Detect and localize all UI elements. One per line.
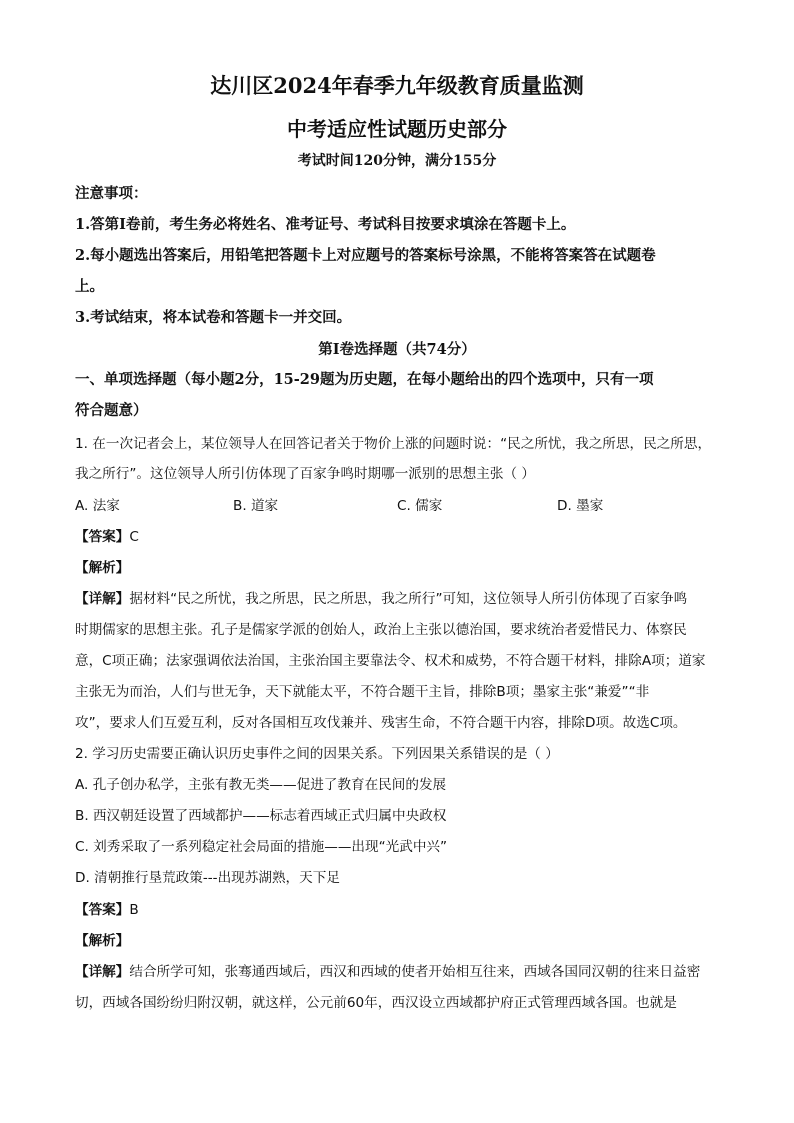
bracket-open: 【 xyxy=(75,902,89,918)
answer-line xyxy=(75,525,734,545)
question-stem: 2. 学习历史需要正确认识历史事件之间的因果关系。下列因果关系错误的是（ ） xyxy=(75,746,559,762)
bracket-close: 】 xyxy=(115,529,130,545)
option-d: D. 墨家 xyxy=(557,498,604,514)
notice-item: 1.答第Ⅰ卷前，考生务必将姓名、准考证号、考试科目按要求填涂在答题卡上。 xyxy=(75,216,576,233)
bracket-open: 【 xyxy=(75,964,89,980)
notice-heading: 注意事项： xyxy=(75,185,148,202)
bracket-open: 【 xyxy=(75,529,89,545)
bracket-open: 【 xyxy=(75,560,89,576)
bracket-close: 】 xyxy=(115,933,130,949)
section-instruction: 一、单项选择题（每小题2分，15-29题为历史题，在每小题给出的四个选项中，只有一项 xyxy=(75,371,654,388)
answer-value: B xyxy=(129,902,139,918)
detail-label: 详解 xyxy=(88,964,116,980)
bracket-close: 】 xyxy=(115,964,130,980)
detail-line xyxy=(75,960,734,980)
bracket-open: 【 xyxy=(75,591,89,607)
detail-line xyxy=(75,587,734,607)
answer-label: 答案 xyxy=(88,529,116,545)
answer-value: C xyxy=(129,529,139,545)
page-title: 达川区2024年春季九年级教育质量监测 xyxy=(210,73,584,98)
section-instruction: 符合题意） xyxy=(75,402,148,419)
option-a: A. 法家 xyxy=(75,498,120,514)
bracket-close: 】 xyxy=(115,560,130,576)
option-c: C. 刘秀采取了一系列稳定社会局面的措施——出现“光武中兴” xyxy=(75,839,448,855)
detail-text: 时期儒家的思想主张。孔子是儒家学派的创始人，政治上主张以德治国，要求统治者爱惜民力、体察民 xyxy=(75,622,687,638)
detail-text: 结合所学可知，张骞通西域后，西汉和西域的使者开始相互往来，西域各国同汉朝的往来日益密 xyxy=(129,964,701,980)
detail-label: 详解 xyxy=(88,591,116,607)
analysis-label: 解析 xyxy=(88,560,116,576)
notice-item: 2.每小题选出答案后，用铅笔把答题卡上对应题号的答案标号涂黑，不能将答案答在试题卷 xyxy=(75,247,656,264)
option-b: B. 西汉朝廷设置了西域都护——标志着西域正式归属中央政权 xyxy=(75,808,447,824)
answer-label: 答案 xyxy=(88,902,116,918)
detail-text: 意，C项正确；法家强调依法治国，主张治国主要靠法令、权术和威势，不符合题干材料，排除A项；道家 xyxy=(75,653,706,669)
question-stem: 1. 在一次记者会上，某位领导人在回答记者关于物价上涨的问题时说：“民之所忧，我之所思，民之所思， xyxy=(75,436,712,452)
option-c: C. 儒家 xyxy=(397,498,443,514)
answer-line xyxy=(75,898,734,918)
section-title: 第Ⅰ卷选择题（共74分） xyxy=(318,341,476,358)
bracket-close: 】 xyxy=(115,902,130,918)
detail-text: 主张无为而治，人们与世无争，天下就能太平，不符合题干主旨，排除B项；墨家主张“兼爱”“非 xyxy=(75,684,650,700)
bracket-open: 【 xyxy=(75,933,89,949)
detail-text: 攻”，要求人们互爱互利，反对各国相互攻伐兼并、残害生命，不符合题干内容，排除D项。故选C项。 xyxy=(75,715,687,731)
bracket-close: 】 xyxy=(115,591,130,607)
notice-item: 3.考试结束，将本试卷和答题卡一并交回。 xyxy=(75,309,352,326)
option-d: D. 清朝推行垦荒政策---出现苏湖熟，天下足 xyxy=(75,870,340,886)
page-subtitle: 中考适应性试题历史部分 xyxy=(287,117,507,141)
analysis-line xyxy=(75,556,734,576)
notice-item: 上。 xyxy=(75,278,104,295)
analysis-label: 解析 xyxy=(88,933,116,949)
option-b: B. 道家 xyxy=(233,498,279,514)
detail-text: 切，西域各国纷纷归附汉朝，就这样，公元前60年，西汉设立西域都护府正式管理西域各国。也就是 xyxy=(75,995,677,1011)
analysis-line xyxy=(75,929,734,949)
question-stem: 我之所行”。这位领导人所引仿体现了百家争鸣时期哪一派别的思想主张（ ） xyxy=(75,466,535,482)
option-a: A. 孔子创办私学，主张有教无类——促进了教育在民间的发展 xyxy=(75,777,447,793)
exam-info: 考试时间120分钟，满分155分 xyxy=(297,153,497,169)
detail-text: 据材料“民之所忧，我之所思，民之所思，我之所行”可知，这位领导人所引仿体现了百家争鸣 xyxy=(129,591,688,607)
